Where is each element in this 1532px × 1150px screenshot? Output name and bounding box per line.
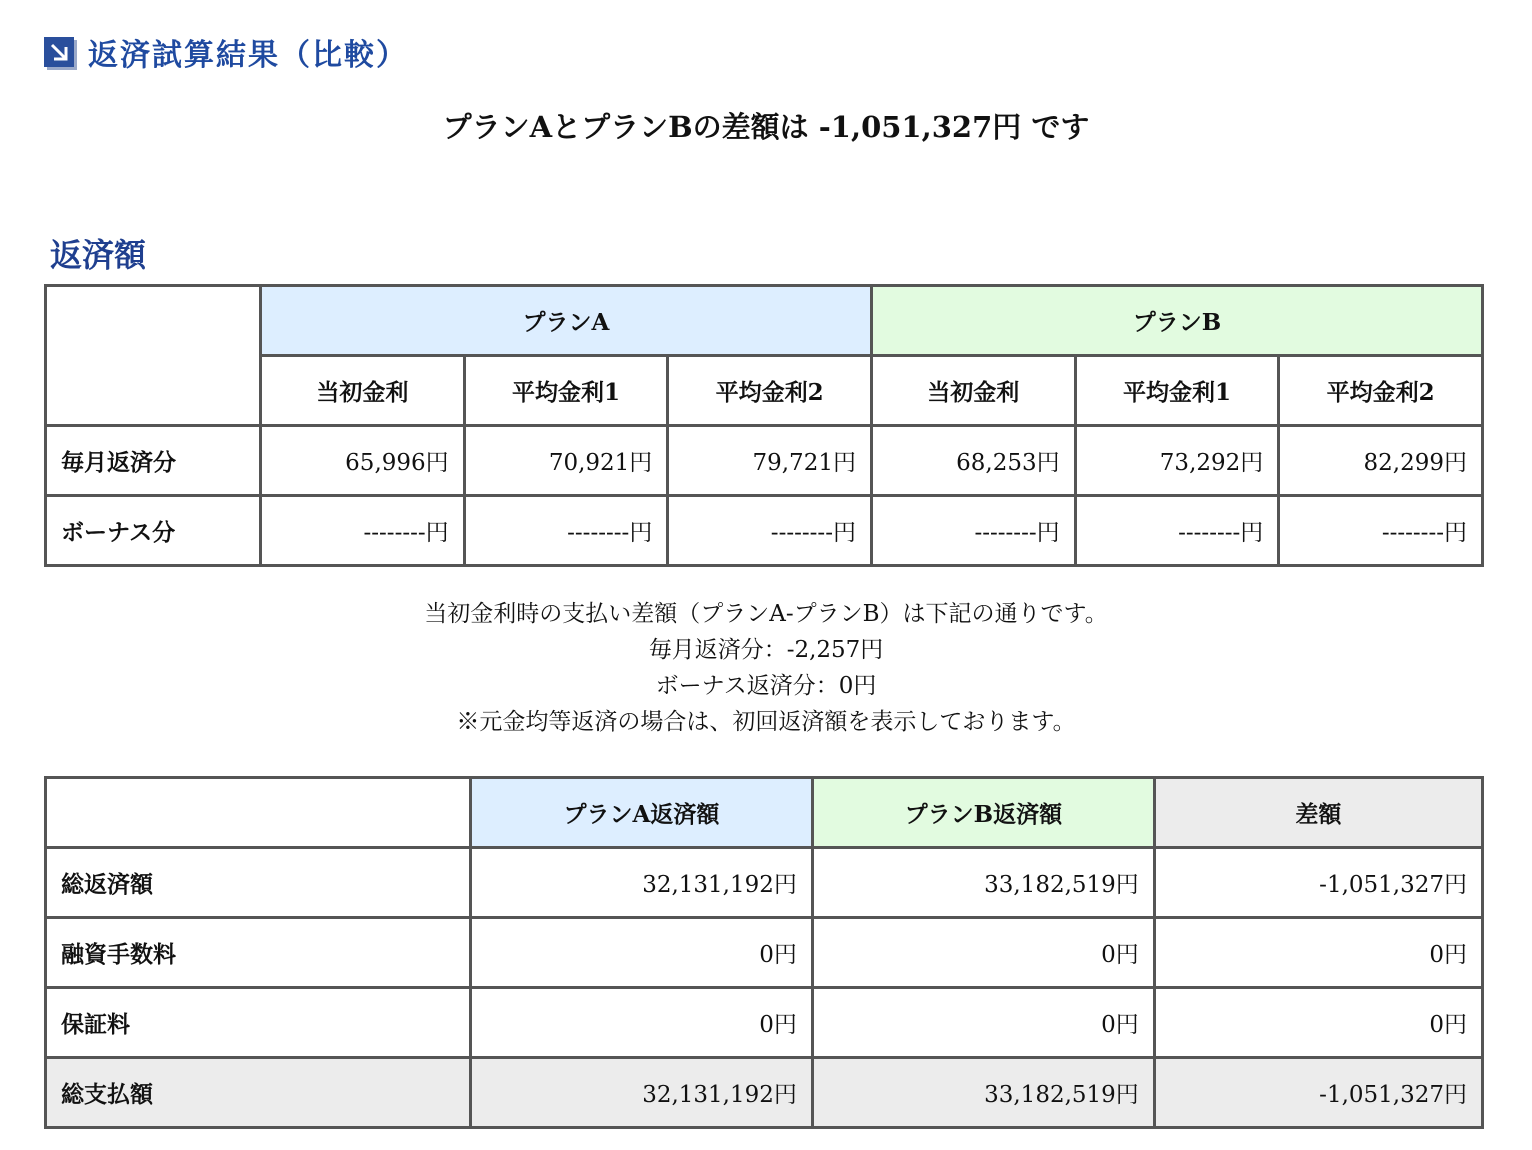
table-cell: 65,996円 [262, 427, 463, 494]
table-row [47, 427, 1481, 494]
row-label: 融資手数料 [47, 919, 469, 986]
section-title-repayment: 返済額 [50, 236, 147, 274]
total-payment-row [47, 1059, 1481, 1126]
table-row [47, 497, 1481, 564]
table-cell: -1,051,327円 [1156, 849, 1481, 916]
table-cell: 68,253円 [873, 427, 1074, 494]
row-label: 毎月返済分 [47, 427, 259, 494]
row-label: ボーナス分 [47, 497, 259, 564]
rate-header: 当初金利 [262, 357, 463, 424]
table-cell: --------円 [1280, 497, 1481, 564]
rate-header: 当初金利 [873, 357, 1074, 424]
rate-header: 平均金利1 [1077, 357, 1278, 424]
table-cell: 0円 [472, 919, 811, 986]
note-line: 毎月返済分：-2,257円 [648, 637, 884, 663]
table-cell: 33,182,519円 [814, 849, 1153, 916]
page-title: 返済試算結果（比較） [88, 38, 408, 73]
arrow-down-right-icon [44, 37, 74, 67]
table-cell: 0円 [814, 989, 1153, 1056]
plan-b-total-header: プランB返済額 [814, 779, 1153, 846]
table-cell: 73,292円 [1077, 427, 1278, 494]
repayment-table [44, 284, 1484, 567]
note-line: ※元金均等返済の場合は、初回返済額を表示しております。 [456, 709, 1076, 735]
total-header-row [47, 779, 1481, 846]
table-cell: -1,051,327円 [1156, 1059, 1481, 1126]
table-row [47, 919, 1481, 986]
table-cell: 79,721円 [669, 427, 870, 494]
row-label: 総返済額 [47, 849, 469, 916]
rate-header: 平均金利1 [466, 357, 667, 424]
table-cell: --------円 [262, 497, 463, 564]
rate-header: 平均金利2 [1280, 357, 1481, 424]
note-line: 当初金利時の支払い差額（プランA-プランB）は下記の通りです。 [424, 601, 1108, 627]
row-label: 総支払額 [47, 1059, 469, 1126]
plan-a-header: プランA [262, 287, 870, 354]
table-cell: 70,921円 [466, 427, 667, 494]
difference-header: 差額 [1156, 779, 1481, 846]
empty-corner-cell [47, 779, 469, 846]
empty-corner-cell [47, 287, 259, 424]
note-line: ボーナス返済分：0円 [655, 673, 877, 699]
rate-header-row [47, 357, 1481, 424]
table-cell: 82,299円 [1280, 427, 1481, 494]
table-cell: 32,131,192円 [472, 849, 811, 916]
table-cell: 0円 [1156, 989, 1481, 1056]
table-cell: --------円 [873, 497, 1074, 564]
table-cell: 0円 [1156, 919, 1481, 986]
table-cell: --------円 [669, 497, 870, 564]
table-cell: --------円 [1077, 497, 1278, 564]
table-cell: 32,131,192円 [472, 1059, 811, 1126]
table-cell: 0円 [472, 989, 811, 1056]
table-row [47, 849, 1481, 916]
plan-header-row [47, 287, 1481, 354]
table-cell: --------円 [466, 497, 667, 564]
row-label: 保証料 [47, 989, 469, 1056]
difference-summary: プランAとプランBの差額は -1,051,327円 です [442, 110, 1090, 144]
table-cell: 33,182,519円 [814, 1059, 1153, 1126]
plan-a-total-header: プランA返済額 [472, 779, 811, 846]
table-row [47, 989, 1481, 1056]
table-cell: 0円 [814, 919, 1153, 986]
difference-notes [0, 596, 1532, 740]
rate-header: 平均金利2 [669, 357, 870, 424]
total-table [44, 776, 1484, 1129]
page-header [44, 30, 408, 74]
plan-b-header: プランB [873, 287, 1481, 354]
